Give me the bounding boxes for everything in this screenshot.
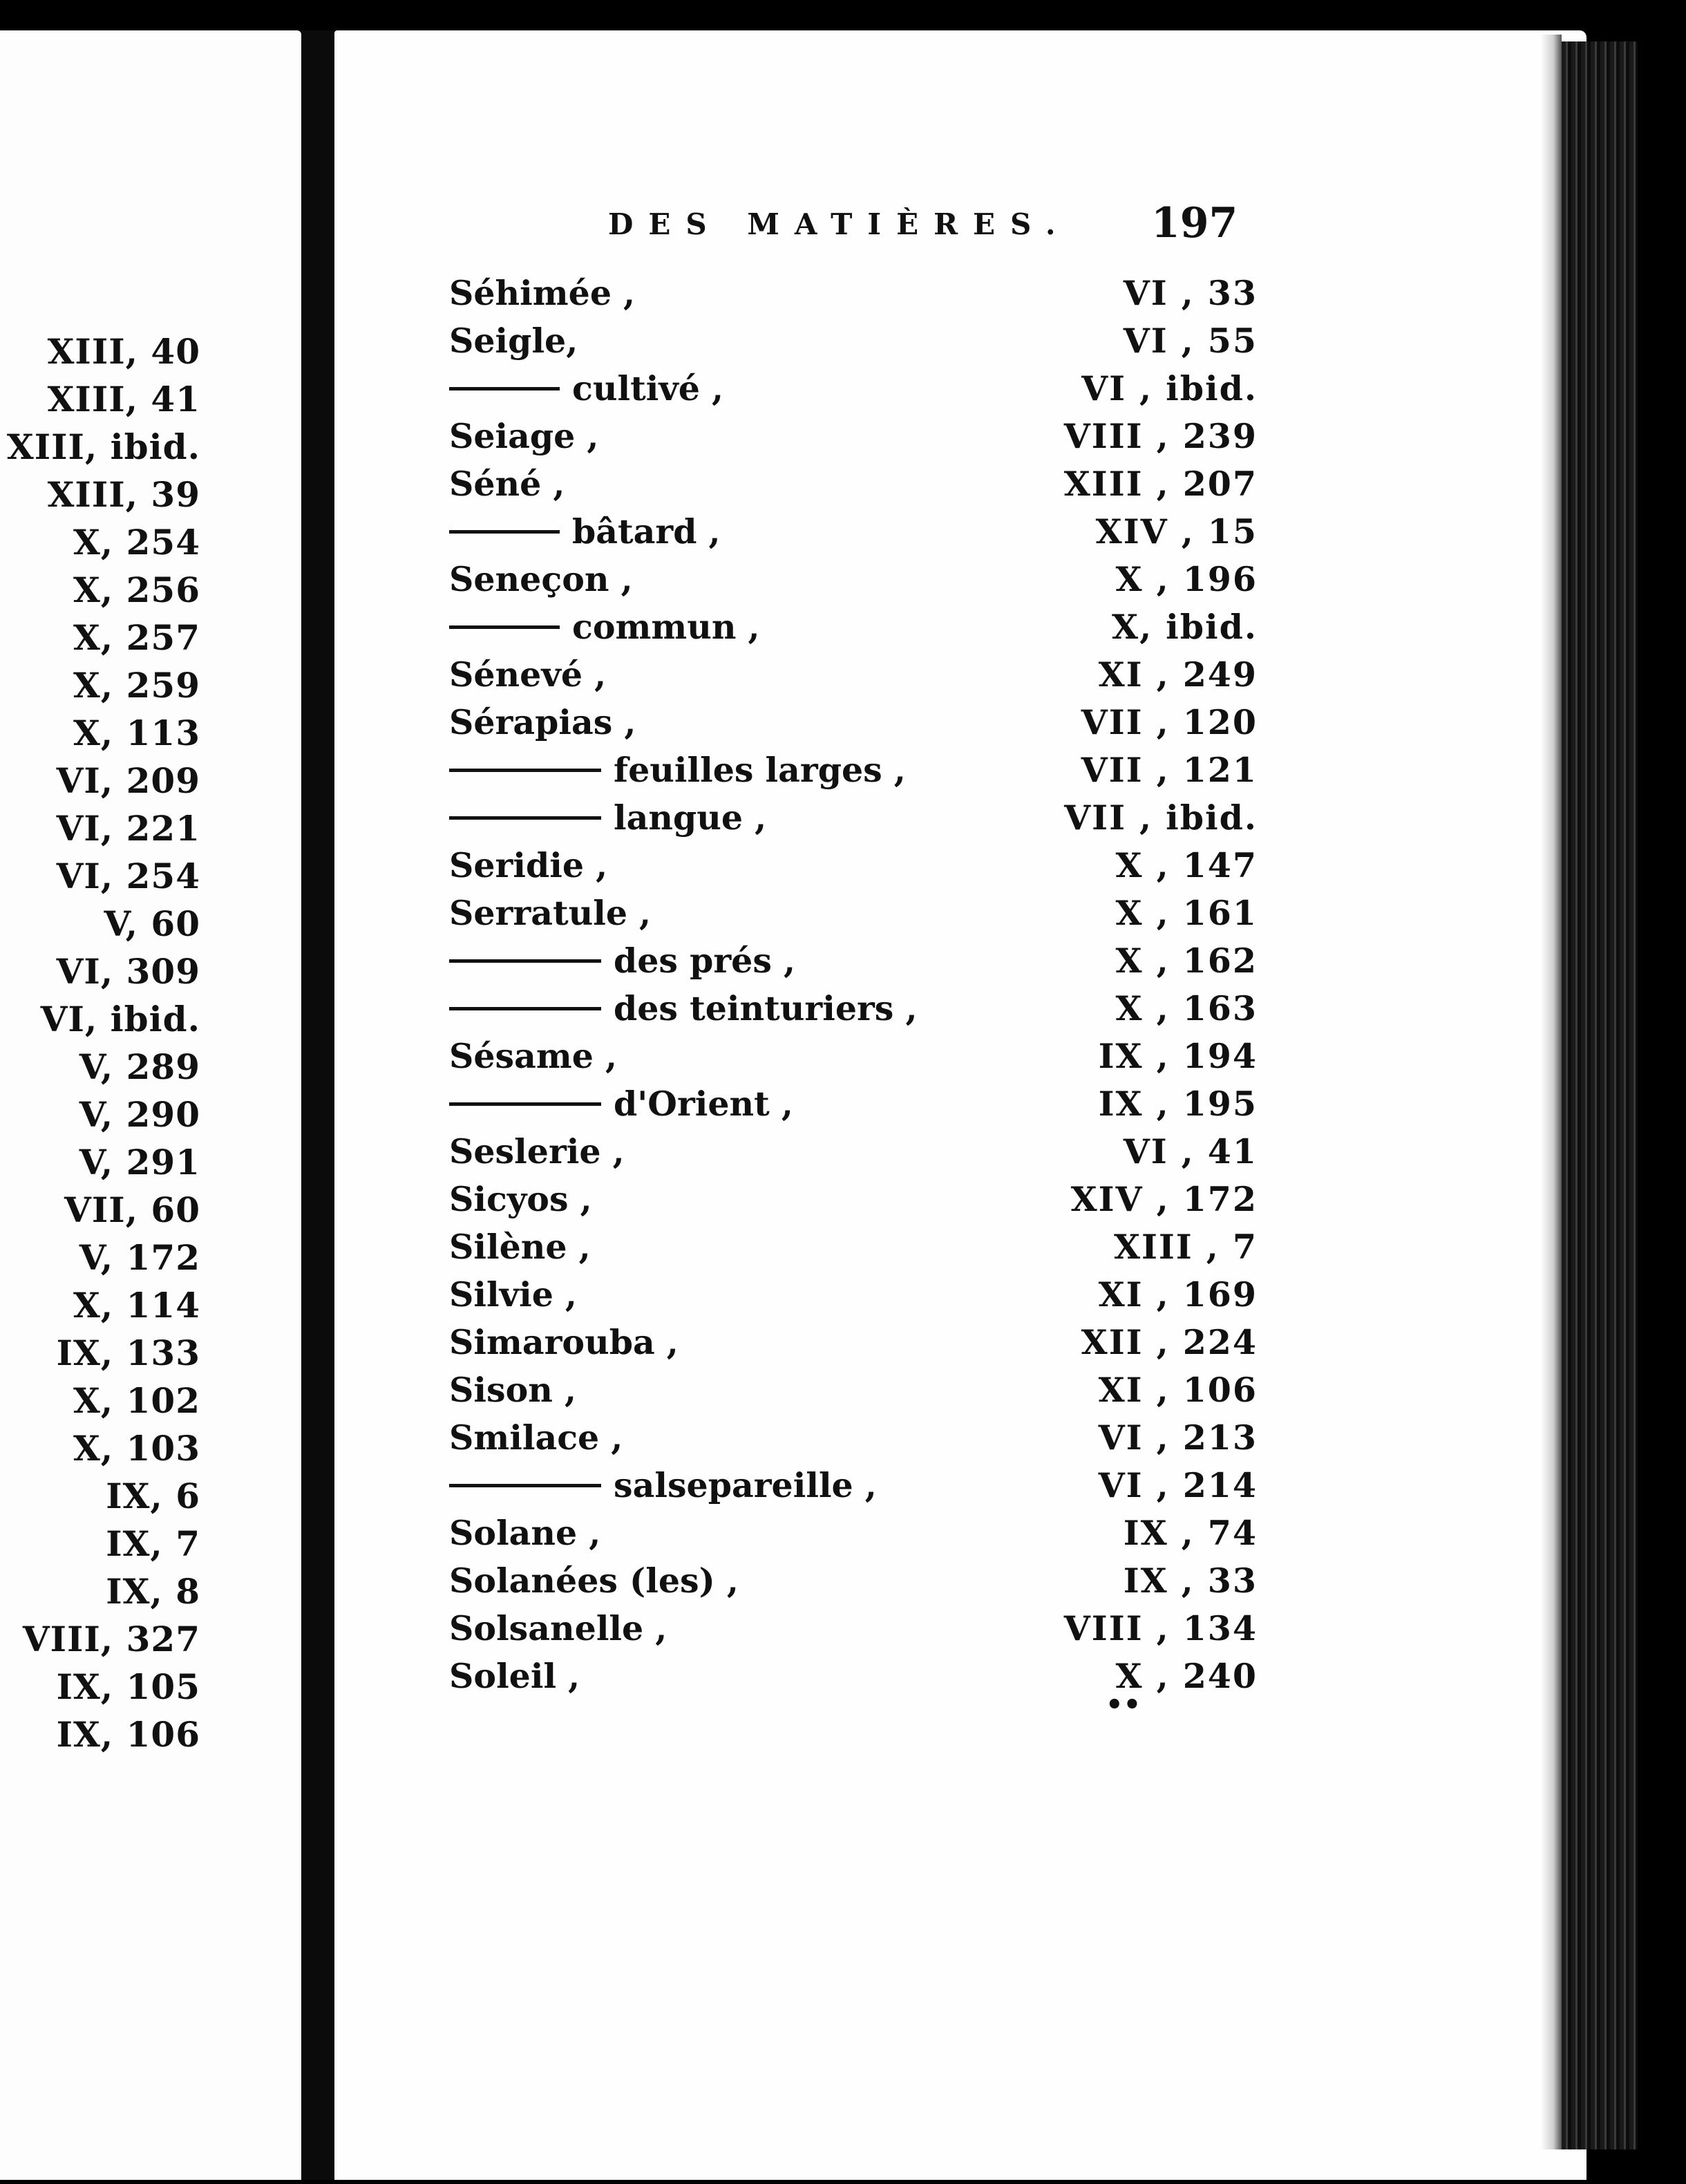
previous-page-ref: XIII, 40 — [47, 331, 200, 372]
previous-page-ref: V, 172 — [79, 1237, 200, 1278]
index-entry — [449, 365, 1258, 413]
previous-page-ref: X, 103 — [73, 1428, 200, 1469]
index-term-text: Solanées (les) , — [449, 1561, 739, 1601]
previous-page-ref: VIII, 327 — [22, 1619, 200, 1659]
index-entry — [449, 1605, 1258, 1653]
page-edge-shading — [1541, 35, 1562, 2149]
index-term-text: Solsanelle , — [449, 1608, 667, 1648]
previous-page-ref: X, 256 — [73, 569, 200, 610]
volume-page-reference: X , 161 — [1115, 893, 1258, 933]
running-header: DES MATIÈRES. — [608, 207, 1071, 241]
index-entry — [449, 985, 1258, 1033]
index-entry — [449, 1223, 1258, 1271]
volume-page-reference: XII , 224 — [1081, 1322, 1258, 1362]
index-entry — [449, 889, 1258, 937]
index-entry — [449, 794, 1258, 842]
repeat-dash — [449, 959, 601, 963]
index-term-text: Sicyos , — [449, 1179, 592, 1219]
previous-page-ref: XIII, ibid. — [6, 426, 200, 467]
index-entry — [449, 1462, 1258, 1509]
repeat-dash — [449, 769, 601, 772]
index-subentry-term — [449, 746, 1081, 794]
index-entry — [449, 1557, 1258, 1605]
index-entry — [449, 1319, 1258, 1366]
index-term-text: des prés , — [614, 941, 796, 981]
index-subentry-term — [449, 1462, 1092, 1509]
repeat-dash — [449, 625, 560, 629]
previous-page-ref: IX, 8 — [106, 1571, 200, 1612]
index-entry — [449, 1080, 1258, 1128]
footer-mark: •• — [1106, 1688, 1142, 1721]
index-entry-term — [449, 1271, 1092, 1319]
volume-page-reference: IX , 33 — [1123, 1561, 1258, 1601]
volume-page-reference: IX , 195 — [1098, 1084, 1258, 1124]
previous-page-ref: VI, 254 — [56, 856, 200, 896]
index-entry-term — [449, 270, 1092, 317]
volume-page-reference: VII , ibid. — [1064, 798, 1258, 838]
index-entry-term — [449, 1366, 1092, 1414]
index-entry — [449, 413, 1258, 460]
repeat-dash — [449, 530, 560, 534]
index-term-text: langue , — [614, 798, 767, 838]
volume-page-reference: VI , ibid. — [1081, 368, 1258, 408]
index-term-text: feuilles larges , — [614, 750, 906, 790]
index-term-text: Silène , — [449, 1227, 591, 1267]
previous-page-ref: IX, 106 — [56, 1714, 200, 1755]
previous-page-ref: VI, 309 — [56, 951, 200, 992]
previous-page-ref: X, 257 — [73, 617, 200, 658]
index-term-text: Seslerie , — [449, 1131, 625, 1171]
volume-page-reference: VI , 213 — [1098, 1418, 1258, 1458]
index-subentry-term — [449, 1080, 1092, 1128]
volume-page-reference: XIII , 7 — [1113, 1227, 1258, 1267]
volume-page-reference: X , 162 — [1115, 941, 1258, 981]
volume-page-reference: VII , 120 — [1081, 702, 1258, 742]
volume-page-reference: XIII , 207 — [1063, 464, 1258, 504]
index-term-text: Simarouba , — [449, 1322, 679, 1362]
index-entry — [449, 651, 1258, 699]
previous-page-ref: VII, 60 — [64, 1189, 200, 1230]
volume-page-reference: XI , 249 — [1098, 655, 1258, 695]
volume-page-reference: IX , 74 — [1123, 1513, 1258, 1553]
repeat-dash — [449, 816, 601, 820]
index-term-text: Sison , — [449, 1370, 577, 1410]
volume-page-reference: X , 147 — [1115, 845, 1258, 885]
previous-page-ref: V, 291 — [79, 1142, 200, 1183]
index-entry — [449, 1509, 1258, 1557]
previous-page-ref: VI, 209 — [56, 760, 200, 801]
index-entry-term — [449, 1414, 1092, 1462]
repeat-dash — [449, 1007, 601, 1010]
index-term-text: Sérapias , — [449, 702, 636, 742]
index-entry — [449, 937, 1258, 985]
volume-page-reference: IX , 194 — [1098, 1036, 1258, 1076]
volume-page-reference: VII , 121 — [1081, 750, 1258, 790]
index-entry-list — [449, 270, 1258, 1700]
index-term-text: cultivé , — [572, 368, 724, 408]
index-entry — [449, 1366, 1258, 1414]
index-entry — [449, 603, 1258, 651]
volume-page-reference: VI , 55 — [1123, 321, 1258, 361]
index-entry — [449, 556, 1258, 603]
index-entry-term — [449, 1033, 1092, 1080]
index-entry-term — [449, 1223, 1092, 1271]
previous-page-ref: X, 259 — [73, 665, 200, 706]
volume-page-reference: XIV , 15 — [1095, 511, 1258, 552]
index-entry-term — [449, 1176, 1071, 1223]
repeat-dash — [449, 1484, 601, 1487]
index-entry-term — [449, 556, 1092, 603]
left-page — [0, 30, 301, 2180]
volume-page-reference: XI , 169 — [1098, 1274, 1258, 1315]
volume-page-reference: VI , 41 — [1123, 1131, 1258, 1171]
repeat-dash — [449, 387, 560, 390]
index-entry-term — [449, 1509, 1092, 1557]
index-term-text: commun , — [572, 607, 760, 647]
previous-page-ref: V, 289 — [79, 1046, 200, 1087]
volume-page-reference: X , 240 — [1115, 1656, 1258, 1696]
book-gutter — [301, 30, 334, 2180]
index-entry — [449, 1176, 1258, 1223]
index-subentry-term — [449, 794, 1064, 842]
index-subentry-term — [449, 508, 1092, 556]
previous-page-ref: IX, 6 — [106, 1476, 200, 1516]
index-term-text: Soleil , — [449, 1656, 580, 1696]
index-term-text: Sénevé , — [449, 655, 607, 695]
index-term-text: salsepareille , — [614, 1465, 877, 1505]
index-term-text: Silvie , — [449, 1274, 577, 1315]
index-term-text: Smilace , — [449, 1418, 623, 1458]
index-entry — [449, 1414, 1258, 1462]
previous-page-ref: VI, ibid. — [40, 999, 200, 1039]
previous-page-ref: IX, 133 — [56, 1333, 200, 1373]
index-term-text: Seridie , — [449, 845, 608, 885]
book-fore-edge — [1562, 41, 1638, 2149]
index-entry — [449, 842, 1258, 889]
volume-page-reference: X , 196 — [1115, 559, 1258, 599]
volume-page-reference: XI , 106 — [1098, 1370, 1258, 1410]
previous-page-ref: VI, 221 — [56, 808, 200, 849]
index-term-text: d'Orient , — [614, 1084, 793, 1124]
previous-page-ref: IX, 105 — [56, 1666, 200, 1707]
index-term-text: Sésame , — [449, 1036, 618, 1076]
index-term-text: Solane , — [449, 1513, 601, 1553]
volume-page-reference: VI , 214 — [1098, 1465, 1258, 1505]
index-term-text: bâtard , — [572, 511, 721, 552]
index-entry-term — [449, 460, 1064, 508]
index-term-text: Séné , — [449, 464, 565, 504]
volume-page-reference: X , 163 — [1115, 988, 1258, 1028]
index-entry — [449, 746, 1258, 794]
previous-page-ref: X, 102 — [73, 1380, 200, 1421]
volume-page-reference: X, ibid. — [1112, 607, 1258, 647]
index-subentry-term — [449, 937, 1092, 985]
index-entry-term — [449, 413, 1064, 460]
index-subentry-term — [449, 603, 1092, 651]
index-entry — [449, 460, 1258, 508]
index-entry-term — [449, 699, 1081, 746]
index-entry-term — [449, 1605, 1064, 1653]
previous-page-ref: X, 114 — [73, 1285, 200, 1326]
index-entry — [449, 270, 1258, 317]
index-entry-term — [449, 317, 1092, 365]
previous-page-ref: IX, 7 — [106, 1523, 200, 1564]
index-entry-term — [449, 889, 1092, 937]
previous-page-ref: X, 113 — [73, 713, 200, 753]
index-term-text: Seiage , — [449, 416, 599, 456]
index-entry — [449, 1271, 1258, 1319]
page-number: 197 — [1151, 199, 1238, 247]
previous-page-reference-column — [0, 328, 200, 1758]
volume-page-reference: VI , 33 — [1123, 273, 1258, 313]
previous-page-ref: XIII, 41 — [47, 379, 200, 420]
index-term-text: Serratule , — [449, 893, 652, 933]
index-term-text: Séhimée , — [449, 273, 636, 313]
index-entry-term — [449, 1653, 1092, 1700]
index-entry — [449, 508, 1258, 556]
repeat-dash — [449, 1102, 601, 1106]
index-term-text: Seneçon , — [449, 559, 633, 599]
index-entry-term — [449, 842, 1092, 889]
index-entry — [449, 1128, 1258, 1176]
index-entry-term — [449, 1319, 1081, 1366]
index-subentry-term — [449, 365, 1081, 413]
index-entry — [449, 317, 1258, 365]
previous-page-ref: V, 290 — [79, 1094, 200, 1135]
previous-page-ref: X, 254 — [73, 522, 200, 563]
index-entry — [449, 1033, 1258, 1080]
volume-page-reference: VIII , 134 — [1063, 1608, 1258, 1648]
index-entry-term — [449, 651, 1092, 699]
previous-page-ref: V, 60 — [104, 903, 200, 944]
index-entry-term — [449, 1557, 1092, 1605]
index-subentry-term — [449, 985, 1092, 1033]
volume-page-reference: VIII , 239 — [1063, 416, 1258, 456]
index-term-text: Seigle, — [449, 321, 578, 361]
index-term-text: des teinturiers , — [614, 988, 918, 1028]
index-entry — [449, 699, 1258, 746]
index-entry-term — [449, 1128, 1092, 1176]
volume-page-reference: XIV , 172 — [1070, 1179, 1258, 1219]
previous-page-ref: XIII, 39 — [47, 474, 200, 515]
